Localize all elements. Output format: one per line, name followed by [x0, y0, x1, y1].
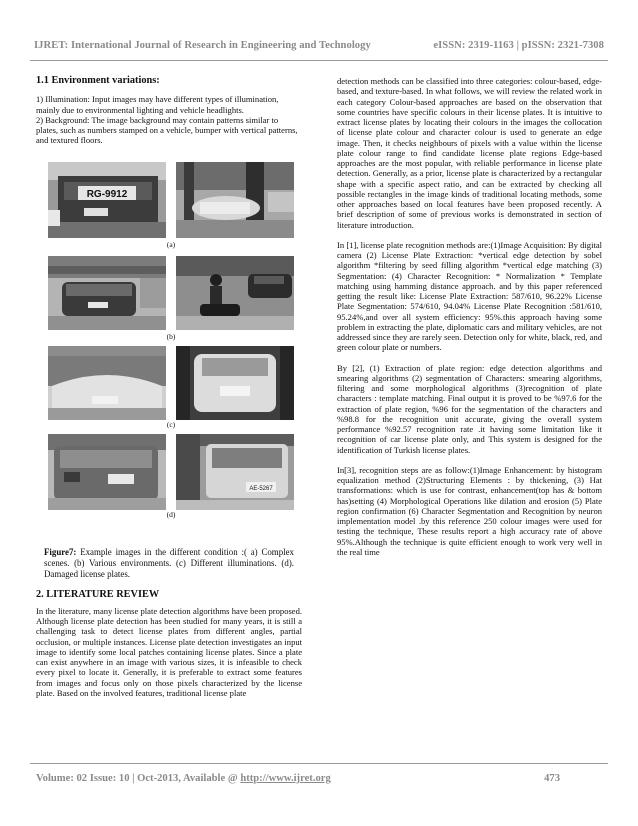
paragraph: In[3], recognition steps are as follow:(1)Image Enhancement: by histogram equalization method (2)Structuring Elements : by thickening, (3) Hat transformations: which is use for contrast, enhancement(top has & bottom has)setting (4) Morphological Operations like dilation and erosion (5) Plate region confirmation (6) Character Segmentation and Recognition by neuron implementation model .by this reference 250 colour images were used for testing the technique, These results report a high accuracy rate of above 95%.Although the technique is quite efficient enough to work very well in the real time	[337, 464, 602, 557]
subfigure-label-c: (c)	[166, 419, 176, 429]
variation-list	[36, 94, 302, 145]
running-header	[34, 40, 604, 51]
footer-volume	[36, 773, 331, 784]
section-heading-environment: 1.1 Environment variations:	[36, 75, 160, 86]
figure-7	[36, 158, 302, 543]
photo-d-right	[176, 434, 294, 510]
paragraph: By [2], (1) Extraction of plate region: edge detection algorithms and smearing algorithms (2) segmentation of Characters: smearing algorithms, filtering and some morphological algorithms (3)recognition of plate characters : template matching. Final output it is proved to be %97.6 for the extraction of plate region, %96 for the segmentation of the characters and %98.8 for the recognition unit accurate, giving the overall system performance %92.57 recognition rate .it having some limitation like it recognition of car license plate only, and This system is designed for the identification of Turkish license plates.	[337, 362, 602, 455]
subfigure-label-a: (a)	[166, 239, 176, 249]
plate-text: AE-5267	[249, 485, 273, 492]
photo-a-right	[176, 162, 294, 238]
photo-b-left	[48, 256, 166, 330]
photo-c-right	[176, 346, 294, 420]
header-rule	[30, 60, 608, 61]
photo-a-left	[48, 162, 166, 238]
journal-title: IJRET: International Journal of Research in Engineering and Technology	[34, 40, 371, 51]
plate-text: RG-9912	[86, 188, 128, 200]
figure-caption-label: Figure7:	[44, 546, 77, 557]
photo-b-right	[176, 256, 294, 330]
paragraph: detection methods can be classified into three categories: colour-based, edge-based, and texture-based. In what follows, we will review the related work in each category Colour-based approaches are based on the observation that some countries have specific colours in their license plates. It is intuitive to extract license plates by locating their colours in the images the collocation of license plate colour and character colour is used to generate an edge image. Then, it checks neighbours of pixels with a value within the license plate colour range to find candidate license plate regions Edge-based approaches are the most popular, with reliable performance in license plate detection. Generally, as a prior, license plate is characterized by a rectangular shape with a specific aspect ratio, and can be extracted by checking all possible rectangles in the image kinds of traditional locating methods, some other approaches based on local features have been proposed recently. A brief description of some of previous works is demonstrated in section of literature introduction.	[337, 76, 602, 230]
issn-text: eISSN: 2319-1163 | pISSN: 2321-7308	[433, 40, 604, 51]
journal-link[interactable]: http://www.ijret.org	[240, 773, 331, 784]
photo-d-left	[48, 434, 166, 510]
paragraph: In the literature, many license plate detection algorithms have been proposed. Although license plate detection has been studied for many years, it is still a challenging task to detect license plates from different angles, partial occlusion, or multiple instances. License plate detection investigates an input image to identify some local patches containing license plates. Since a plate can exist anywhere in an image with various sizes, it is infeasible to check every pixel to locate it. Generally, it is preferable to extract some features from images and focus only on those pixels characterized by the license plate. Based on the involved features, traditional license plate	[36, 605, 302, 698]
page-number: 473	[544, 773, 560, 784]
subfigure-label-d: (d)	[166, 509, 176, 519]
subfigure-label-b: (b)	[166, 331, 176, 341]
list-item: 1) Illumination: Input images may have different types of illumination, mainly due to environmental lighting and vehicle headlights.	[36, 94, 279, 115]
photo-c-left	[48, 346, 166, 420]
left-column	[36, 76, 302, 698]
footer-rule	[30, 763, 608, 764]
right-column	[337, 76, 602, 557]
footer-volume-text: Volume: 02 Issue: 10 | Oct-2013, Available @	[36, 773, 241, 784]
paragraph: In [1], license plate recognition methods are:(1)Image Acquisition: By digital camera (2) License Plate Extraction: *vertical edge detection by sobel algorithm *filtering by seed filling algorithm *vertical edge matching (3) Segmentation: (4) Character Recognition: * Normalization * Template matching using hamming distance approach. and by this paper referenced getting the result like: License Plate Extraction: 587/610, 96.22% License Plate Segmentation: 574/610, 94.04% License Plate Recognition :581/610, 95.24%,and over all system efficiency: 95%.this approach having some problem in extracting the plate, diplomatic cars and military vehicles, are not addressed since they are rarely seen. Detection only for white, black, red, and green colour plate or numbers.	[337, 239, 602, 353]
section-heading-literature: 2. LITERATURE REVIEW	[36, 588, 160, 600]
figure-caption-text: Example images in the different condition :( a) Complex scenes. (b) Various environments. (c) Different illuminations. (d). Damaged license plates.	[44, 546, 294, 579]
running-footer	[36, 773, 560, 784]
list-item: 2) Background: The image background may contain patterns similar to plates, such as numbers stamped on a vehicle, bumper with vertical patterns, and textured floors.	[36, 114, 298, 146]
figure-caption	[36, 547, 302, 580]
